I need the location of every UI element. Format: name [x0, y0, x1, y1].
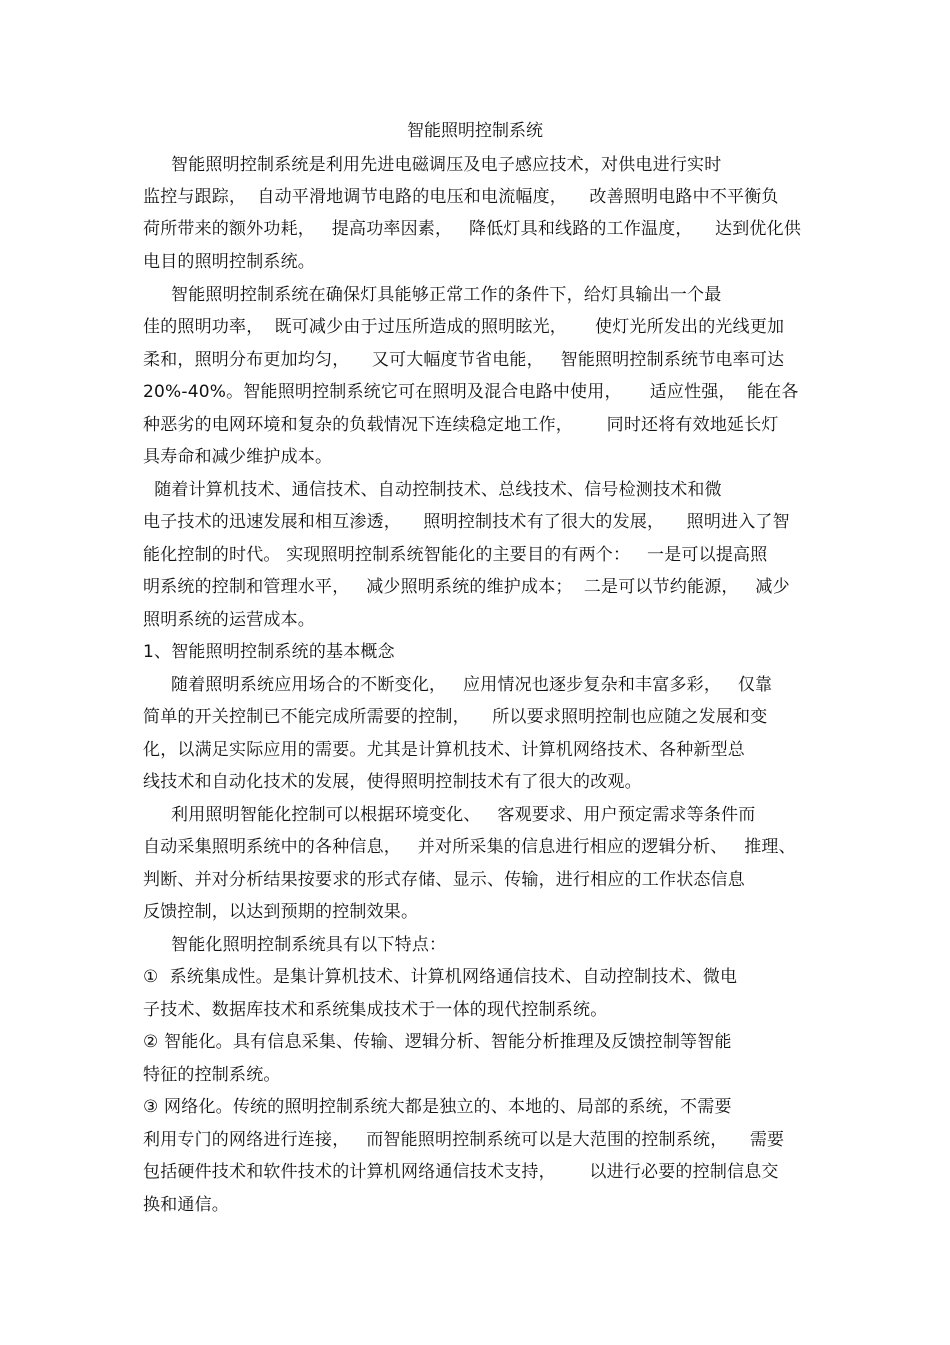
text-line: 包括硬件技术和软件技术的计算机网络通信技术支持， 以进行必要的控制信息交: [143, 1162, 779, 1182]
text-line: 电目的照明控制系统。: [143, 252, 315, 272]
text-line: 种恶劣的电网环境和复杂的负载情况下连续稳定地工作， 同时还将有效地延长灯: [143, 415, 779, 435]
text-line: 换和通信。: [143, 1195, 229, 1215]
text-line: 线技术和自动化技术的发展，使得照明控制技术有了很大的改观。: [143, 772, 642, 792]
text-line: 子技术、数据库技术和系统集成技术于一体的现代控制系统。: [143, 1000, 608, 1020]
section-heading: 1、智能照明控制系统的基本概念: [143, 642, 395, 662]
list-item: ③ 网络化。传统的照明控制系统大都是独立的、本地的、局部的系统，不需要: [143, 1097, 732, 1117]
text-line: 简单的开关控制已不能完成所需要的控制， 所以要求照明控制也应随之发展和变: [143, 707, 768, 727]
text-line: 佳的照明功率， 既可减少由于过压所造成的照明眩光， 使灯光所发出的光线更加: [143, 317, 785, 337]
text-line: 判断、并对分析结果按要求的形式存储、显示、传输，进行相应的工作状态信息: [143, 870, 745, 890]
text-line: 利用照明智能化控制可以根据环境变化、 客观要求、用户预定需求等条件而: [143, 805, 756, 825]
text-line: 智能照明控制系统是利用先进电磁调压及电子感应技术，对供电进行实时: [143, 155, 722, 175]
text-line: 电子技术的迅速发展和相互渗透， 照明控制技术有了很大的发展， 照明进入了智: [143, 512, 790, 532]
text-line: 特征的控制系统。: [143, 1065, 281, 1085]
text-line: 监控与跟踪， 自动平滑地调节电路的电压和电流幅度， 改善照明电路中不平衡负: [143, 187, 779, 207]
text-line: 明系统的控制和管理水平， 减少照明系统的维护成本； 二是可以节约能源， 减少: [143, 577, 790, 597]
text-line: 随着计算机技术、通信技术、自动控制技术、总线技术、信号检测技术和微: [143, 480, 722, 500]
text-line: 化，以满足实际应用的需要。尤其是计算机技术、计算机网络技术、各种新型总: [143, 740, 745, 760]
list-item: ② 智能化。具有信息采集、传输、逻辑分析、智能分析推理及反馈控制等智能: [143, 1032, 732, 1052]
text-line: 自动采集照明系统中的各种信息， 并对所采集的信息进行相应的逻辑分析、 推理、: [143, 837, 796, 857]
list-item: ① 系统集成性。是集计算机技术、计算机网络通信技术、自动控制技术、微电: [143, 967, 738, 987]
text-line: 照明系统的运营成本。: [143, 610, 315, 630]
text-line: 20%-40%。智能照明控制系统它可在照明及混合电路中使用， 适应性强， 能在各: [143, 382, 799, 402]
text-line: 智能化照明控制系统具有以下特点：: [143, 935, 447, 955]
text-line: 具寿命和减少维护成本。: [143, 447, 333, 467]
text-line: 能化控制的时代。 实现照明控制系统智能化的主要目的有两个： 一是可以提高照: [143, 545, 768, 565]
text-line: 柔和，照明分布更加均匀， 又可大幅度节省电能， 智能照明控制系统节电率可达: [143, 350, 785, 370]
text-line: 荷所带来的额外功耗， 提高功率因素， 降低灯具和线路的工作温度， 达到优化供: [143, 219, 802, 239]
text-line: 反馈控制，以达到预期的控制效果。: [143, 902, 419, 922]
document-title: 智能照明控制系统: [407, 121, 543, 141]
text-line: 智能照明控制系统在确保灯具能够正常工作的条件下，给灯具输出一个最: [143, 285, 722, 305]
text-line: 随着照明系统应用场合的不断变化， 应用情况也逐步复杂和丰富多彩， 仅靠: [143, 675, 773, 695]
text-line: 利用专门的网络进行连接， 而智能照明控制系统可以是大范围的控制系统， 需要: [143, 1130, 785, 1150]
